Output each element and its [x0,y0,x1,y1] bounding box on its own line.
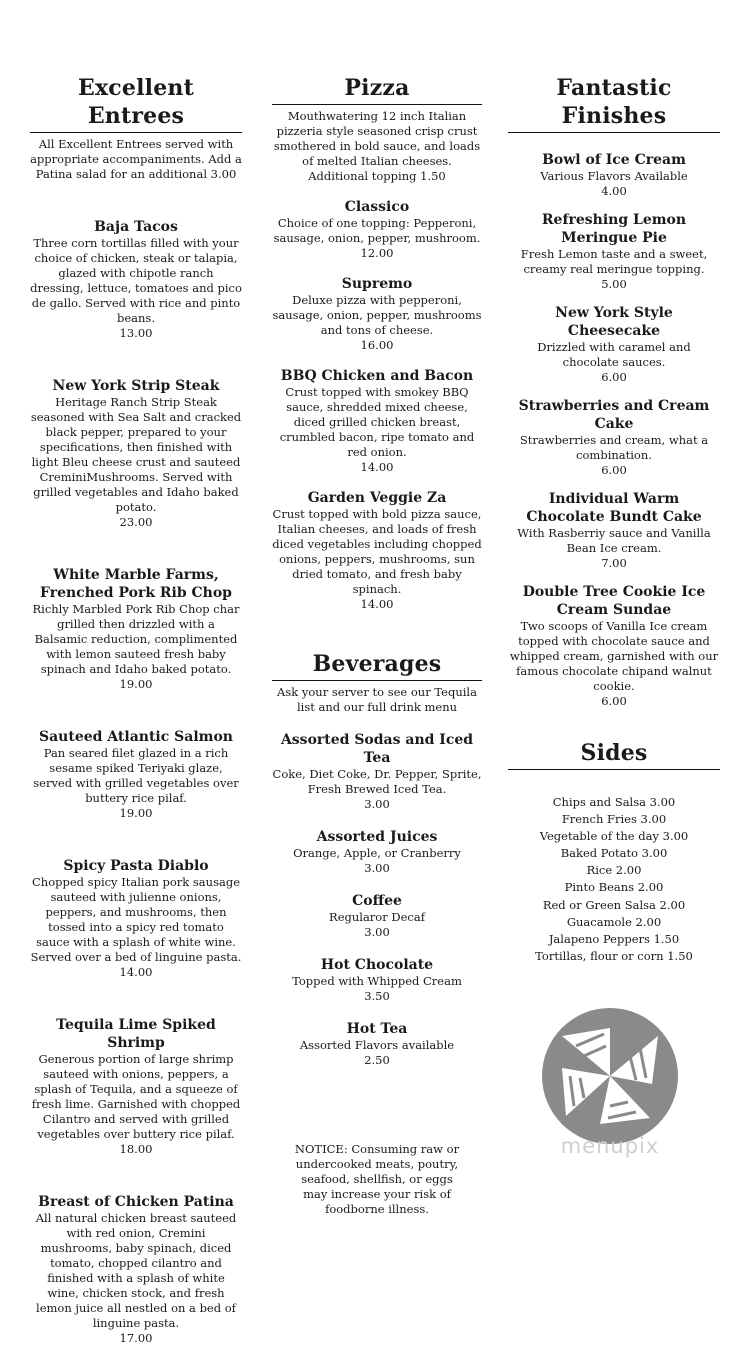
item-name: New York Style Cheesecake [555,305,673,339]
item-name: Tequila Lime Spiked Shrimp [56,1017,216,1051]
beverages-intro: Ask your server to see our Tequila list and our full drink menu [277,685,477,714]
item-price: 23.00 [119,515,153,529]
item-price: 3.00 [364,925,390,939]
pinwheel-logo-icon [540,1006,680,1146]
entrees-heading: Excellent Entrees [30,74,242,133]
beverages-heading: Beverages [272,650,482,681]
item-description: Pan seared filet glazed in a rich sesame spiked Teriyaki glaze, served with grilled vegetables over buttery rice pilaf. [33,746,239,805]
menu-item [30,728,242,821]
side-item: Red or Green Salsa 2.00 [542,897,686,912]
side-item: Rice 2.00 [586,863,642,878]
pizza-heading: Pizza [272,74,482,105]
menu-item [30,857,242,980]
side-item: Baked Potato 3.00 [560,846,668,861]
item-name: Individual Warm Chocolate Bundt Cake [526,491,702,525]
menu-item [30,566,242,692]
item-name: Hot Chocolate [320,957,434,973]
item-price: 3.00 [364,797,390,811]
side-item: French Fries 3.00 [561,812,667,827]
item-name: Assorted Juices [316,829,438,845]
side-item: Chips and Salsa 3.00 [552,795,676,809]
item-name: Refreshing Lemon Meringue Pie [541,212,687,246]
menupix-watermark: menupix [560,1134,660,1158]
item-price: 17.00 [119,1331,153,1345]
menu-item [508,304,720,385]
item-name: BBQ Chicken and Bacon [280,368,474,384]
item-price: 4.00 [601,184,627,198]
item-description: Coke, Diet Coke, Dr. Pepper, Sprite, Fresh Brewed Iced Tea. [272,767,482,796]
menu-item [508,583,720,709]
item-description: Deluxe pizza with pepperoni, sausage, onion, pepper, mushrooms and tons of cheese. [272,293,482,337]
item-name: Classico [344,199,410,215]
pizza-intro: Mouthwatering 12 inch Italian pizzeria style seasoned crisp crust smothered in bold sauce, and loads of melted Italian cheeses. Additional topping 1.50 [273,109,481,183]
item-description: Choice of one topping: Pepperoni, sausage, onion, pepper, mushroom. [273,216,481,245]
item-price: 6.00 [601,463,627,477]
item-name: Supremo [341,276,413,292]
menu-item [272,367,482,475]
sides-heading: Sides [508,739,720,770]
item-description: Chopped spicy Italian pork sausage sauteed with julienne onions, peppers, and mushrooms, then tossed into a spicy red tomato sauce with a splash of white wine. Served over a bed of linguine pasta. [30,875,242,964]
menu-item [508,490,720,571]
item-name: New York Strip Steak [52,378,220,394]
pizza-beverages-column [272,74,482,1229]
item-description: Crust topped with bold pizza sauce, Italian cheeses, and loads of fresh diced vegetables including chopped onions, peppers, mushrooms, sun dried tomato, and fresh baby spinach. [272,507,482,596]
item-name: Baja Tacos [94,219,178,235]
item-description: Drizzled with caramel and chocolate sauces. [537,340,691,369]
item-name: Assorted Sodas and Iced Tea [280,732,474,766]
menu-item [272,1020,482,1068]
item-name: Sauteed Atlantic Salmon [39,729,233,745]
side-item: Vegetable of the day 3.00 [539,829,689,844]
item-price: 3.00 [364,861,390,875]
item-description: Regularor Decaf [329,910,425,924]
item-description: With Rasberriy sauce and Vanilla Bean Ice cream. [517,526,711,555]
item-description: Assorted Flavors available [299,1038,455,1052]
item-description: Three corn tortillas filled with your choice of chicken, steak or talapia, glazed with chipotle ranch dressing, lettuce, tomatoes and pico de gallo. Served with rice and pinto beans. [30,236,242,325]
item-description: Two scoops of Vanilla Ice cream topped with chocolate sauce and whipped cream, garnished with our famous chocolate chipand walnut cookie. [509,619,719,693]
item-description: Crust topped with smokey BBQ sauce, shredded mixed cheese, diced grilled chicken breast, crumbled bacon, ripe tomato and red onion. [279,385,475,459]
item-price: 14.00 [360,460,394,474]
item-description: Orange, Apple, or Cranberry [293,846,461,860]
item-price: 12.00 [360,246,394,260]
item-description: Heritage Ranch Strip Steak seasoned with Sea Salt and cracked black pepper, prepared to your specifications, then finished with light Bleu cheese crust and sauteed CreminiMushrooms. Served with grilled vegetables and Idaho baked potato. [30,395,242,514]
menu-item [30,218,242,341]
item-price: 5.00 [601,277,627,291]
item-price: 6.00 [601,694,627,708]
side-item: Pinto Beans 2.00 [564,880,664,895]
item-price: 7.00 [601,556,627,570]
item-name: Double Tree Cookie Ice Cream Sundae [522,584,706,618]
menu-item [272,828,482,876]
menu-item [272,956,482,1004]
food-safety-notice: NOTICE: Consuming raw or undercooked meats, poutry, seafood, shellfish, or eggs may increase your risk of foodborne illness. [294,1142,460,1216]
menu-item [508,151,720,199]
item-name: Strawberries and Cream Cake [518,398,710,432]
item-name: Hot Tea [346,1021,408,1037]
item-name: Garden Veggie Za [307,490,447,506]
entrees-section [30,74,242,1346]
menu-item [30,1193,242,1346]
sides-list [508,794,720,965]
item-description: Richly Marbled Pork Rib Chop char grilled then drizzled with a Balsamic reduction, complimented with lemon sauteed fresh baby spinach and Idaho baked potato. [32,602,240,676]
item-price: 19.00 [119,806,153,820]
menu-item [272,198,482,261]
item-price: 18.00 [119,1142,153,1156]
finishes-sides-column [508,74,720,965]
item-price: 2.50 [364,1053,390,1067]
item-price: 19.00 [119,677,153,691]
item-price: 13.00 [119,326,153,340]
menu-item [272,489,482,612]
side-item: Guacamole 2.00 [566,914,662,929]
side-item: Tortillas, flour or corn 1.50 [535,948,693,963]
item-description: Topped with Whipped Cream [292,974,462,988]
item-name: Spicy Pasta Diablo [63,858,209,874]
restaurant-logo [540,1006,680,1166]
item-description: Fresh Lemon taste and a sweet, creamy real meringue topping. [520,247,708,276]
entrees-intro: All Excellent Entrees served with appropriate accompaniments. Add a Patina salad for an additional 3.00 [30,137,242,181]
item-description: Various Flavors Available [540,169,688,183]
item-price: 3.50 [364,989,390,1003]
item-name: Coffee [352,893,402,909]
item-price: 6.00 [601,370,627,384]
menu-item [508,211,720,292]
item-description: Generous portion of large shrimp sauteed with onions, peppers, a splash of Tequila, and a squeeze of fresh lime. Garnished with chopped Cilantro and served with grilled vegetables over buttery rice pilaf. [31,1052,241,1141]
menu-item [272,275,482,353]
menu-item [30,1016,242,1157]
menu-item [272,731,482,812]
item-name: Breast of Chicken Patina [38,1194,234,1210]
item-description: All natural chicken breast sauteed with red onion, Cremini mushrooms, baby spinach, diced tomato, chopped cilantro and finished with a splash of white wine, chicken stock, and fresh lemon juice all nestled on a bed of linguine pasta. [35,1211,237,1330]
item-description: Strawberries and cream, what a combination. [519,433,709,462]
menu-item [30,377,242,530]
item-name: White Marble Farms, Frenched Pork Rib Chop [40,567,232,601]
item-price: 14.00 [119,965,153,979]
menu-item [508,397,720,478]
item-name: Bowl of Ice Cream [542,152,686,168]
item-price: 14.00 [360,597,394,611]
item-price: 16.00 [360,338,394,352]
menu-item [272,892,482,940]
finishes-heading: Fantastic Finishes [508,74,720,133]
side-item: Jalapeno Peppers 1.50 [548,931,680,946]
